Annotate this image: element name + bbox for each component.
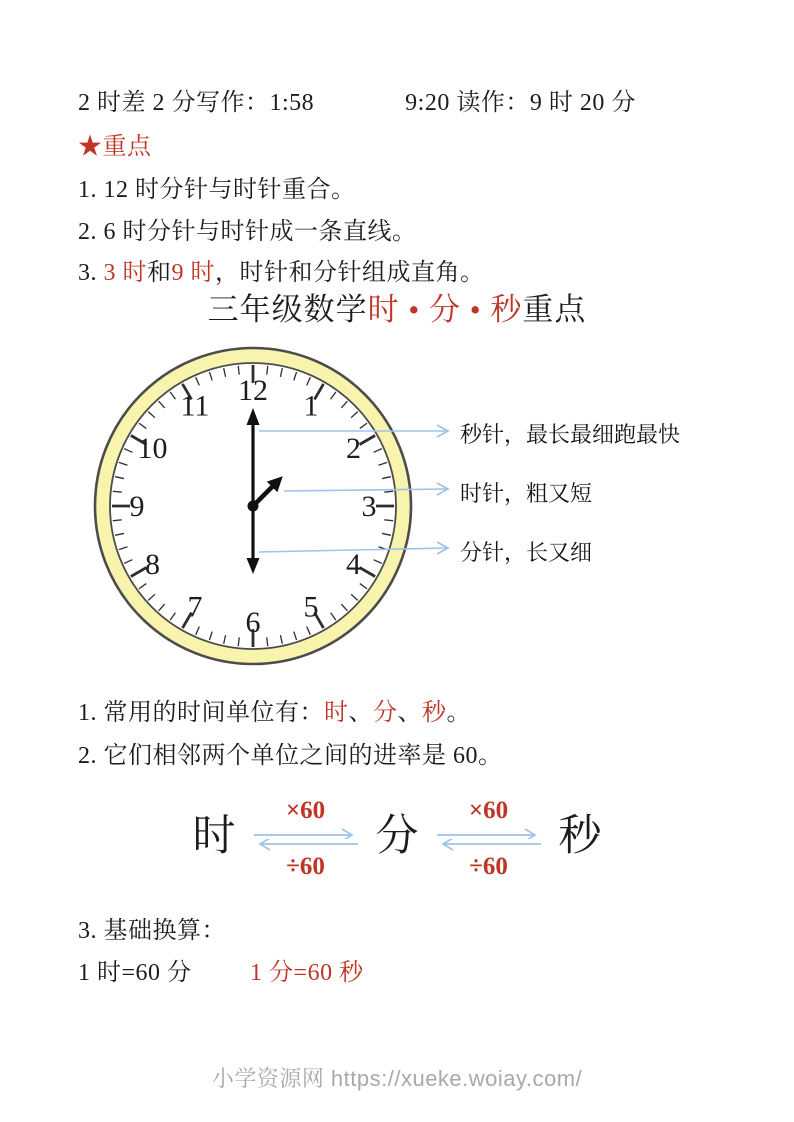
equation-minute-second: 1 分=60 秒 xyxy=(250,960,364,986)
multiply-label-1: ×60 xyxy=(285,797,326,824)
divide-label-2: ÷60 xyxy=(469,852,508,880)
clock-number-12: 12 xyxy=(238,374,268,407)
clock-number-1: 1 xyxy=(303,389,319,423)
example-line xyxy=(78,82,636,117)
title-left: 三年级数学 xyxy=(207,292,368,327)
fact-1-sep2: 、 xyxy=(397,700,422,726)
clock-number-7: 7 xyxy=(187,590,203,624)
page-title xyxy=(0,284,794,329)
left-arrow-icon xyxy=(435,839,543,851)
example-read: 9:20 读作：9 时 20 分 xyxy=(405,90,636,116)
clock-number-6: 6 xyxy=(245,606,261,639)
key-point-3-red1: 3 时 xyxy=(103,260,147,286)
title-red: 时 • 分 • 秒 xyxy=(367,292,523,327)
conversion-diagram xyxy=(0,797,794,880)
key-point-3-red2: 9 时 xyxy=(171,260,215,286)
divide-label-1: ÷60 xyxy=(286,852,325,880)
key-point-3 xyxy=(78,252,485,287)
key-point-1: 1. 12 时分针与时针重合。 xyxy=(78,177,356,203)
right-arrow-icon xyxy=(435,827,543,839)
hour-hand-label: 时针，粗又短 xyxy=(460,481,593,506)
left-arrow-icon xyxy=(252,839,360,851)
clock-number-11: 11 xyxy=(180,389,210,423)
clock-number-5: 5 xyxy=(303,590,319,624)
clock-number-3: 3 xyxy=(361,490,377,523)
multiply-label-2: ×60 xyxy=(468,797,509,824)
equation-hour-minute: 1 时=60 分 xyxy=(78,960,192,986)
key-point-3-mid: 和 xyxy=(147,260,172,286)
clock-svg xyxy=(0,328,794,678)
key-points-header: ★重点 xyxy=(78,134,152,160)
clock-number-8: 8 xyxy=(145,548,161,581)
example-write: 2 时差 2 分写作：1:58 xyxy=(78,90,315,116)
key-point-3-suffix: ，时针和分针组成直角。 xyxy=(215,260,485,286)
equation-line xyxy=(78,952,364,987)
fact-1-hour: 时 xyxy=(324,700,349,726)
second-hand-label: 秒针，最长最细跑最快 xyxy=(460,422,681,447)
conversion-group-2 xyxy=(435,797,543,880)
fact-1-period: 。 xyxy=(446,700,471,726)
conversion-node-second: 秒 xyxy=(558,813,602,860)
title-right: 重点 xyxy=(522,292,587,327)
minute-hand-label: 分针，长又细 xyxy=(460,540,593,565)
fact-1 xyxy=(78,692,471,727)
conversion-node-minute: 分 xyxy=(375,813,419,860)
clock-number-2: 2 xyxy=(345,432,361,465)
fact-1-minute: 分 xyxy=(373,700,398,726)
key-point-2: 2. 6 时分针与时针成一条直线。 xyxy=(78,219,417,245)
fact-3: 3. 基础换算： xyxy=(78,918,226,944)
clock-number-9: 9 xyxy=(129,490,145,523)
right-arrow-icon xyxy=(252,827,360,839)
fact-1-prefix: 1. 常用的时间单位有： xyxy=(78,700,324,726)
fact-1-second: 秒 xyxy=(422,700,447,726)
conversion-group-1 xyxy=(252,797,360,880)
clock-number-10: 10 xyxy=(137,432,168,465)
clock-center-dot xyxy=(248,501,259,512)
conversion-node-hour: 时 xyxy=(192,813,236,860)
fact-2: 2. 它们相邻两个单位之间的进率是 60。 xyxy=(78,743,503,769)
clock-figure xyxy=(0,328,794,678)
footer-watermark: 小学资源网 https://xueke.woiay.com/ xyxy=(211,1066,583,1091)
key-point-3-prefix: 3. xyxy=(78,260,104,286)
fact-1-sep1: 、 xyxy=(348,700,373,726)
clock-number-4: 4 xyxy=(345,548,361,581)
